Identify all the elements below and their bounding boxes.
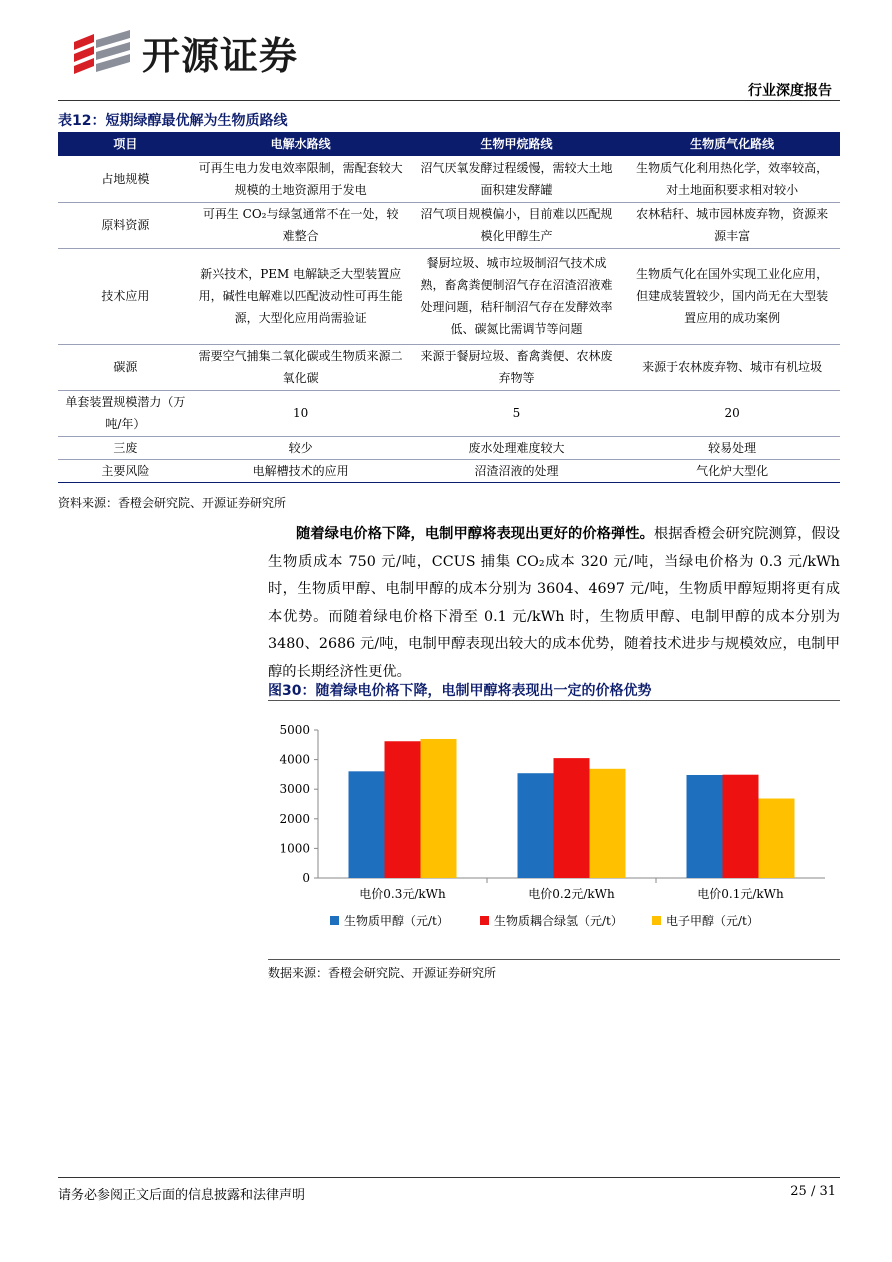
table-cell: 餐厨垃圾、城市垃圾制沼气技术成熟，畜禽粪便制沼气存在沼渣沼液难处理问题，秸秆制沼气存在发酵效率低、碳氮比需调节等问题: [409, 248, 625, 344]
table-cell: 农林秸秆、城市园林废弃物，资源来源丰富: [624, 202, 840, 248]
y-tick-label: 2000: [279, 811, 310, 826]
x-tick-label: 电价0.3元/kWh: [359, 887, 446, 901]
table-cell: 生物质气化在国外实现工业化应用，但建成装置较少，国内尚无在大型装置应用的成功案例: [624, 248, 840, 344]
logo-icon: [72, 30, 132, 82]
table-cell: 可再生电力发电效率限制，需配套较大规模的土地资源用于发电: [193, 156, 409, 202]
table-cell: 新兴技术，PEM 电解缺乏大型装置应用，碱性电解难以匹配波动性可再生能源，大型化应用尚需验证: [193, 248, 409, 344]
figure-source: 数据来源：香橙会研究院、开源证券研究所: [268, 966, 497, 980]
table-cell: 5: [409, 390, 625, 436]
footer-disclaimer: 请务必参阅正文后面的信息披露和法律声明: [58, 1188, 306, 1203]
table-cell: 来源于餐厨垃圾、畜禽粪便、农林废弃物等: [409, 344, 625, 390]
row-label: 原料资源: [58, 202, 193, 248]
table-cell: 沼渣沼液的处理: [409, 459, 625, 482]
bar: [518, 773, 554, 878]
bar-chart: [268, 705, 840, 955]
table-row: [58, 459, 840, 482]
y-tick-label: 5000: [279, 723, 310, 737]
figure-title: 图30：随着绿电价格下降，电制甲醇将表现出一定的价格优势: [268, 683, 652, 699]
table-cell: 沼气厌氧发酵过程缓慢，需较大土地面积建发酵罐: [409, 156, 625, 202]
table-cell: 电解槽技术的应用: [193, 459, 409, 482]
y-tick-label: 0: [302, 871, 310, 885]
table-header-row: [58, 132, 840, 156]
comparison-table: [58, 132, 840, 483]
table-row: [58, 436, 840, 459]
bar: [554, 758, 590, 878]
y-tick-label: 3000: [279, 782, 310, 797]
bar: [687, 775, 723, 878]
x-tick-label: 电价0.2元/kWh: [528, 887, 615, 901]
table-cell: 需要空气捕集二氧化碳或生物质来源二氧化碳: [193, 344, 409, 390]
col-header: 生物甲烷路线: [409, 132, 625, 156]
table-cell: 较少: [193, 436, 409, 459]
legend-swatch: [330, 916, 339, 925]
table-cell: 较易处理: [624, 436, 840, 459]
table-cell: 沼气项目规模偏小，目前难以匹配规模化甲醇生产: [409, 202, 625, 248]
paragraph-lead: 随着绿电价格下降，电制甲醇将表现出更好的价格弹性。: [296, 526, 654, 542]
table-cell: 来源于农林废弃物、城市有机垃圾: [624, 344, 840, 390]
legend-label: 生物质甲醇（元/t）: [344, 914, 449, 928]
table-source: 资料来源：香橙会研究院、开源证券研究所: [58, 496, 287, 510]
legend-label: 电子甲醇（元/t）: [666, 914, 759, 928]
x-tick-label: 电价0.1元/kWh: [697, 887, 784, 901]
report-type: 行业深度报告: [748, 83, 832, 99]
table-cell: 10: [193, 390, 409, 436]
table-row: [58, 156, 840, 202]
table-cell: 废水处理难度较大: [409, 436, 625, 459]
row-label: 技术应用: [58, 248, 193, 344]
row-label: 主要风险: [58, 459, 193, 482]
logo-mark: [72, 30, 132, 82]
legend-swatch: [480, 916, 489, 925]
row-label: 三废: [58, 436, 193, 459]
y-tick-label: 1000: [279, 841, 310, 856]
paragraph-body: 根据香橙会研究院测算，假设生物质成本 750 元/吨，CCUS 捕集 CO₂成本 320 元/吨，当绿电价格为 0.3 元/kWh 时，生物质甲醇、电制甲醇的成本分别为 3604、4697 元/吨，生物质甲醇短期将更有成本优势。而随着绿电价格下滑至 0.1 元/kWh 时，生物质甲醇、电制甲醇的成本分别为 3480、2686 元/吨，电制甲醇表现出较大的成本优势，随着技术进步与规模效应，电制甲醇的长期经济性更优。: [268, 526, 841, 680]
col-header: 项目: [58, 132, 193, 156]
table-cell: 气化炉大型化: [624, 459, 840, 482]
row-label: 占地规模: [58, 156, 193, 202]
row-label: 碳源: [58, 344, 193, 390]
page-number: 25 / 31: [790, 1184, 836, 1199]
bar: [421, 739, 457, 878]
table-row: [58, 390, 840, 436]
bar: [590, 769, 626, 878]
legend-swatch: [652, 916, 661, 925]
bar: [349, 771, 385, 878]
figure-bottom-rule: [268, 959, 840, 960]
table-cell: 生物质气化利用热化学，效率较高，对土地面积要求相对较小: [624, 156, 840, 202]
bar: [759, 798, 795, 878]
y-tick-label: 4000: [279, 752, 310, 767]
table-cell: 可再生 CO₂与绿氢通常不在一处，较难整合: [193, 202, 409, 248]
col-header: 电解水路线: [193, 132, 409, 156]
body-paragraph: [268, 521, 840, 686]
col-header: 生物质气化路线: [624, 132, 840, 156]
table-title: 表12：短期绿醇最优解为生物质路线: [58, 113, 288, 129]
table-row: [58, 344, 840, 390]
header-divider: [58, 100, 840, 101]
table-row: [58, 202, 840, 248]
legend-label: 生物质耦合绿氢（元/t）: [494, 914, 623, 928]
brand-name: 开源证券: [142, 34, 299, 78]
footer-divider: [58, 1177, 840, 1178]
bar: [385, 741, 421, 878]
table-cell: 20: [624, 390, 840, 436]
table-row: [58, 248, 840, 344]
row-label: 单套装置规模潜力（万吨/年）: [58, 390, 193, 436]
bar: [723, 775, 759, 878]
figure-top-rule: [268, 700, 840, 701]
